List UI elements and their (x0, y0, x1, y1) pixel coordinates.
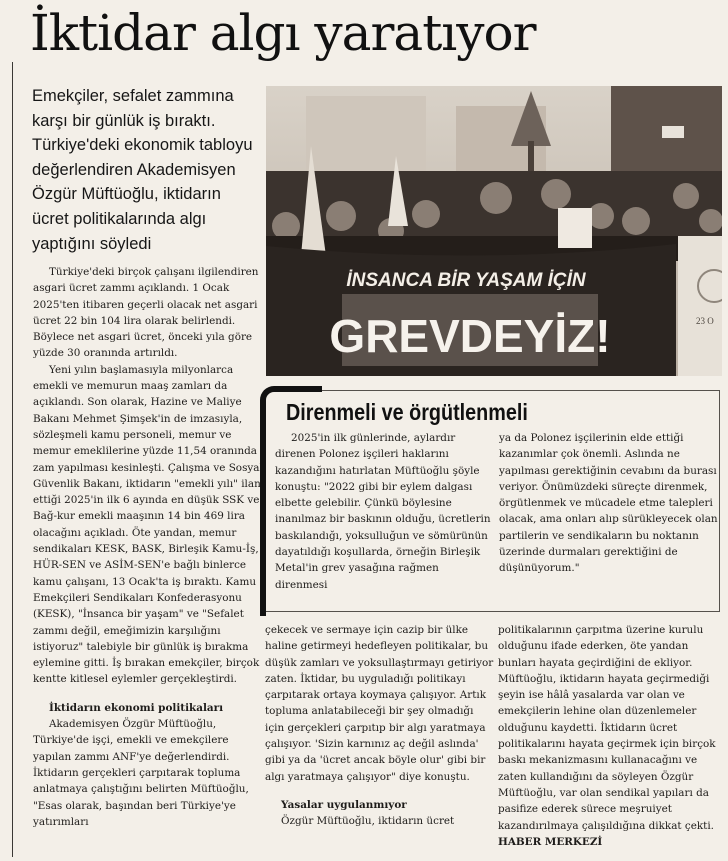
paragraph (498, 622, 724, 850)
paragraph-text: politikalarının çarpıtma üzerine kurulu olduğunu ifade ederken, öte yandan bunları hayata geçirdiğini de ekliyor. Müftüoğlu, iktidarın hayata geçirmediği şeyin ise hâlâ yasalarda var olan ve emekçilerin lehine olan düzenlemeler olduğunu kaydetti. İktidarın ücret politikalarını hayata geçirmek için birçok baskı mekanizmasını kullanacağını ve zaten kullandığını da söyleyen Özgür Müftüoğlu, var olan sendikal yapıları da pasifize ederek sürece meşruiyet kazandırılmaya çalışıldığına dikkat çekti. (498, 624, 716, 832)
paragraph: 2025'in ilk günlerinde, aylardır direnen Polonez işçileri haklarını kazandığını hatırlatan Müftüoğlu şöyle konuştu: "2022 gibi bir eylem dalgası elbette gelebilir. Çünkü böylesine inanılmaz bir baskının olduğu, ücretlerin baskılandığı, yoksulluğun ve sömürünün dayatıldığı koşullarda, örneğin Birleşik Metal'in grev yasağına rağmen direnmesi (275, 432, 491, 591)
subheading: İktidarın ekonomi politikaları (49, 701, 224, 714)
paragraph: çekecek ve sermaye için cazip bir ülke haline getirmeyi hedefleyen politikalar, bu düşük zamları ve yoksullaştırmayı getiriyor zaten. İktidar, bu uyguladığı politikayı çarpıtarak ortaya koymaya çalışıyor. Artık topluma anlatabileceği bir şey olmadığı için gerçekleri çarpıtıp bir algı yaratmaya çalışıyor. 'Sizin karnınız aç değil aslında' gibi ya da 'ücret ancak böyle olur' gibi bir algı yaratmaya çalışıyor" diye konuştu. (265, 624, 494, 783)
paragraph: Türkiye'deki birçok çalışanı ilgilendiren asgari ücret zammı açıklandı. 1 Ocak 2025'ten itibaren geçerli olacak net asgari ücret 22 bin 104 lira olarak belirlendi. Böylece net asgari ücret, önceki yıla göre yüzde 30 oranında artırıldı. (33, 266, 259, 360)
paragraph: Yeni yılın başlamasıyla milyonlarca emekli ve memurun maaş zamları da açıklandı. Son olarak, Hazine ve Maliye Bakanı Mehmet Şimşek'in de imzasıyla, sözleşmeli kamu personeli, memur ve memur emeklilerine yüzde 11,54 oranında zam yapılması kesinleşti. Çalışma ve Sosyal Güvenlik Bakanı, iktidarın "emekli yılı" ilan ettiği 2025'in ilk 6 ayında en düşük SSK ve Bağ-kur emekli maaşının 14 bin 469 lira olacağını açıkladı. Öte yandan, memur sendikaları KESK, BASK, Birleşik Kamu-İş, HÜR-SEN ve ASİM-SEN'e bağlı binlerce kamu çalışanı, 13 Ocak'ta iş bıraktı. Kamu Emekçileri Sendikaları Konfederasyonu (KESK), "İnsanca bir yaşam" ve "Sefalet zammı değil, emeğimizin karşılığını istiyoruz" talebiyle bir günlük iş bırakma eylemine gitti. İş bırakan emekçiler, birçok kentte kitlesel eylemler gerçekleştirdi. (33, 363, 263, 686)
banner-text-line1: İNSANCA BİR YAŞAM İÇİN (346, 270, 586, 291)
right-column (498, 622, 724, 850)
protest-photo (266, 86, 722, 376)
box-column-2 (499, 430, 719, 577)
banner-text-line2: GREVDEYİZ! (329, 310, 611, 362)
subheading: Yasalar uygulanmıyor (281, 798, 407, 811)
deck-summary: Emekçiler, sefalet zammına karşı bir günlük iş bıraktı. Türkiye'deki ekonomik tabloyu değerlendiren Akademisyen Özgür Müftüoğlu, iktidarın ücret politikalarında algı yaptığını söyledi (32, 87, 253, 253)
box-title: Direnmeli ve örgütlenmeli (286, 399, 528, 425)
side-sign-text: 23 O (696, 316, 714, 326)
middle-column (265, 622, 495, 830)
box-column-1 (275, 430, 493, 593)
column-rule (12, 62, 13, 857)
paragraph: Özgür Müftüoğlu, iktidarın ücret (281, 815, 455, 828)
byline-signature: HABER MERKEZİ (498, 835, 603, 848)
paragraph: Akademisyen Özgür Müftüoğlu, Türkiye'de işçi, emekli ve emekçilere yapılan zammı ANF'ye değerlendirdi. İktidarın gerçekleri çarpıtarak topluma anlatmaya çalıştığını belirten Müftüoğlu, "Esas olarak, başından beri Türkiye'ye yatırımları (33, 718, 249, 828)
headline: İktidar algı yaratıyor (30, 4, 536, 62)
left-column (33, 264, 265, 830)
paragraph: ya da Polonez işçilerinin elde ettiği kazanımlar çok önemli. Aslında ne yapılması gerektiğinin cevabını da burası veriyor. Önümüzdeki süreçte direnmek, örgütlenmek ve mücadele etme talepleri olacak, ama onları alıp sürükleyecek olan partilerin ve sendikaların bu noktanın üzerinde durmaları gerektiğini de düşünüyorum." (499, 432, 718, 575)
